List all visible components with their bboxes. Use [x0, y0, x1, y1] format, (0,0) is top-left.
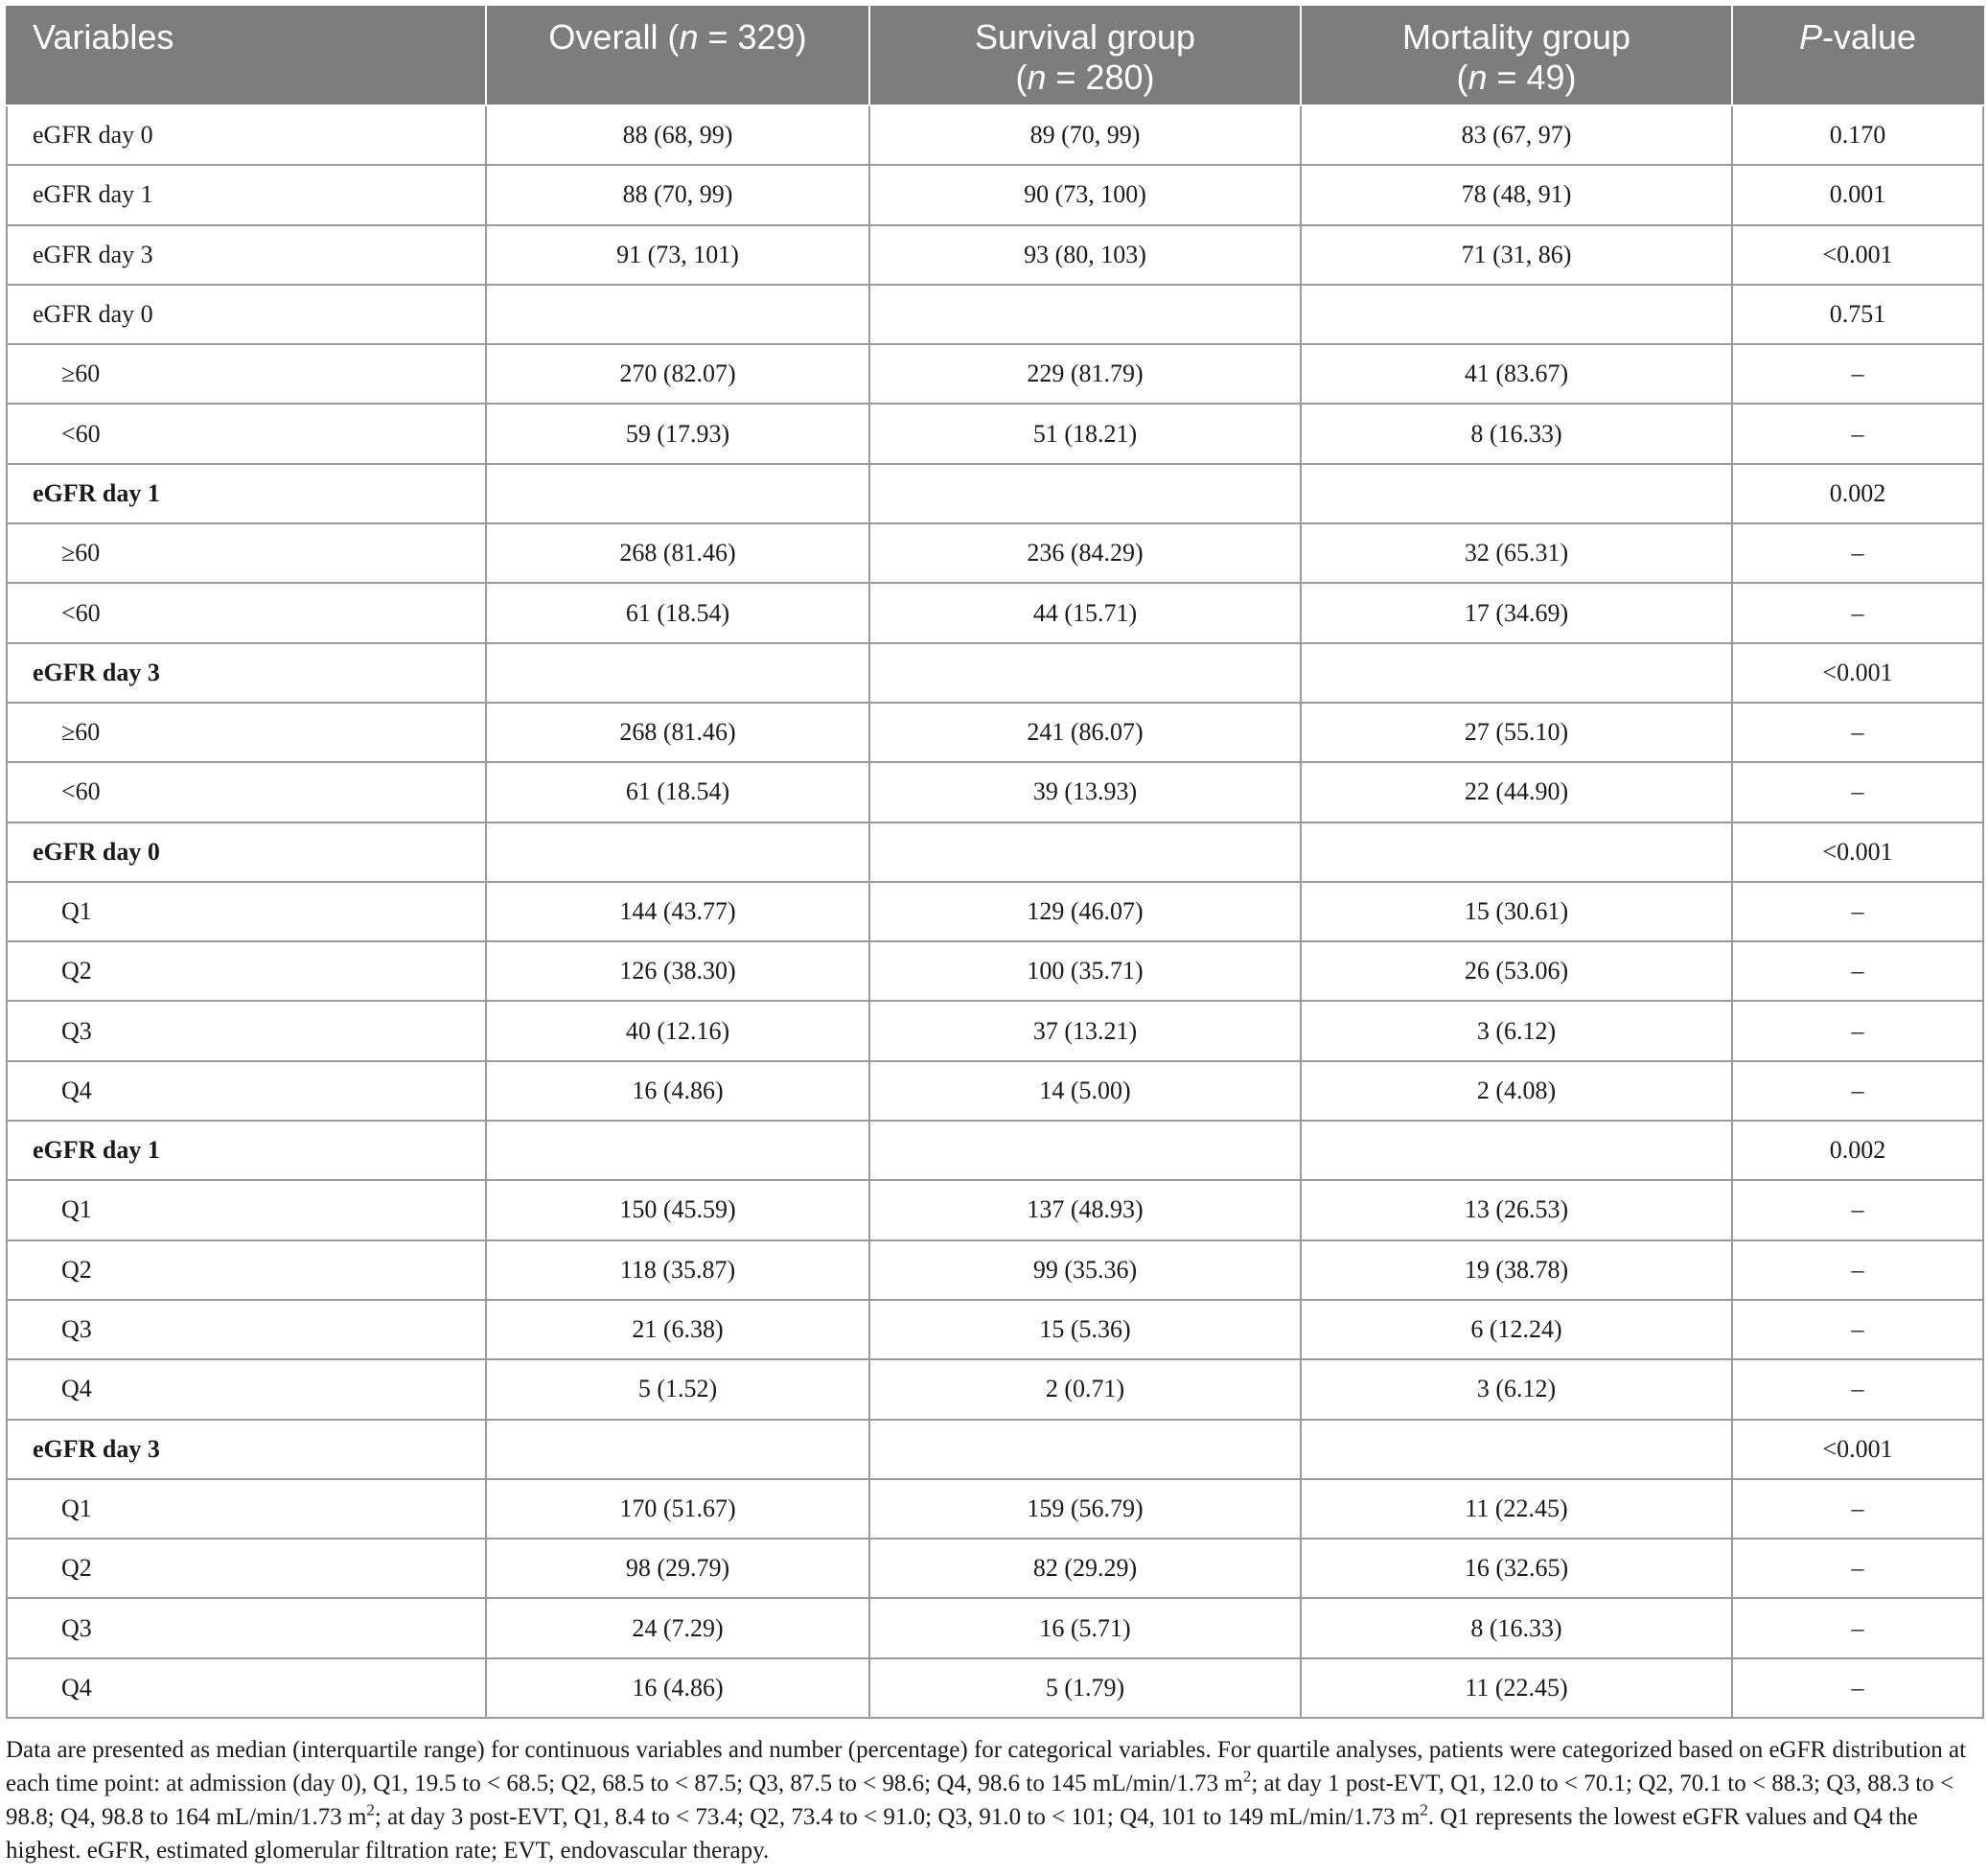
table-row [7, 1539, 1983, 1598]
row-label: eGFR day 0 [7, 285, 486, 344]
cell-survival: 37 (13.21) [869, 1001, 1301, 1060]
cell-mortality: 17 (34.69) [1301, 583, 1732, 642]
cell-p-value: 0.002 [1732, 464, 1983, 523]
row-label: Q4 [7, 1359, 486, 1419]
cell-overall [486, 643, 869, 703]
cell-survival: 93 (80, 103) [869, 225, 1301, 285]
header-mortality-suffix: = 49) [1487, 58, 1577, 97]
table-row [7, 941, 1983, 1001]
cell-mortality [1301, 464, 1732, 523]
cell-overall [486, 464, 869, 523]
table-row [7, 882, 1983, 941]
header-survival-prefix: ( [1015, 58, 1028, 97]
cell-p-value: – [1732, 404, 1983, 463]
cell-overall: 91 (73, 101) [486, 225, 869, 285]
egfr-table [6, 6, 1984, 1719]
table-row [7, 285, 1983, 344]
cell-p-value: – [1732, 1300, 1983, 1359]
cell-overall: 16 (4.86) [486, 1658, 869, 1718]
cell-p-value: – [1732, 703, 1983, 762]
footnote-superscript-3: 2 [1420, 1800, 1428, 1819]
row-label: Q4 [7, 1061, 486, 1121]
cell-mortality: 3 (6.12) [1301, 1359, 1732, 1419]
table-footnote [6, 1733, 1982, 1867]
row-label: Q2 [7, 1240, 486, 1300]
table-row [7, 165, 1983, 224]
cell-overall: 24 (7.29) [486, 1598, 869, 1657]
cell-overall: 16 (4.86) [486, 1061, 869, 1121]
header-variables-text: Variables [33, 17, 174, 57]
cell-p-value: <0.001 [1732, 822, 1983, 882]
cell-mortality: 15 (30.61) [1301, 882, 1732, 941]
cell-overall [486, 822, 869, 882]
cell-p-value: – [1732, 941, 1983, 1001]
cell-overall: 150 (45.59) [486, 1180, 869, 1239]
table-row [7, 1359, 1983, 1419]
cell-overall: 268 (81.46) [486, 523, 869, 583]
cell-survival: 2 (0.71) [869, 1359, 1301, 1419]
footnote-superscript-1: 2 [1242, 1767, 1252, 1786]
cell-mortality: 11 (22.45) [1301, 1658, 1732, 1718]
cell-mortality: 41 (83.67) [1301, 344, 1732, 404]
cell-survival: 236 (84.29) [869, 523, 1301, 583]
table-row [7, 1061, 1983, 1121]
header-row [7, 7, 1983, 105]
table-row [7, 822, 1983, 882]
table-row [7, 1121, 1983, 1180]
cell-mortality: 8 (16.33) [1301, 1598, 1732, 1657]
cell-overall: 144 (43.77) [486, 882, 869, 941]
cell-overall: 61 (18.54) [486, 762, 869, 822]
row-label: Q1 [7, 1180, 486, 1239]
cell-p-value: – [1732, 1180, 1983, 1239]
cell-mortality: 22 (44.90) [1301, 762, 1732, 822]
cell-mortality [1301, 1121, 1732, 1180]
header-mortality-prefix: ( [1456, 58, 1468, 97]
cell-survival: 229 (81.79) [869, 344, 1301, 404]
cell-overall: 98 (29.79) [486, 1539, 869, 1598]
table-row [7, 404, 1983, 463]
cell-p-value: – [1732, 1479, 1983, 1539]
cell-p-value: <0.001 [1732, 1420, 1983, 1479]
table-container [6, 6, 1982, 1719]
cell-survival: 5 (1.79) [869, 1658, 1301, 1718]
cell-overall: 61 (18.54) [486, 583, 869, 642]
header-overall [486, 7, 869, 105]
cell-survival: 241 (86.07) [869, 703, 1301, 762]
cell-mortality: 16 (32.65) [1301, 1539, 1732, 1598]
cell-mortality: 2 (4.08) [1301, 1061, 1732, 1121]
cell-overall: 40 (12.16) [486, 1001, 869, 1060]
row-label: ≥60 [7, 523, 486, 583]
cell-p-value: – [1732, 1061, 1983, 1121]
cell-survival: 100 (35.71) [869, 941, 1301, 1001]
row-label: Q4 [7, 1658, 486, 1718]
cell-survival: 44 (15.71) [869, 583, 1301, 642]
cell-overall: 270 (82.07) [486, 344, 869, 404]
header-pvalue-p: P [1798, 17, 1822, 57]
cell-p-value: 0.001 [1732, 165, 1983, 224]
cell-p-value: 0.751 [1732, 285, 1983, 344]
cell-mortality: 8 (16.33) [1301, 404, 1732, 463]
row-label: Q1 [7, 1479, 486, 1539]
cell-survival [869, 285, 1301, 344]
header-overall-suffix: = 329) [698, 17, 807, 57]
footnote-part-2: ; at day 1 post-EVT, Q1, 12.0 to < 70.1; Q2, 70.1 to < 88.3; Q3, 88.3 to < 98.8; Q4, 98.8 to 164 mL/min/1.73 m [6, 1771, 1954, 1830]
row-label: Q1 [7, 882, 486, 941]
cell-overall [486, 285, 869, 344]
footnote-superscript-2: 2 [366, 1800, 375, 1819]
cell-mortality: 83 (67, 97) [1301, 105, 1732, 165]
cell-p-value: <0.001 [1732, 643, 1983, 703]
footnote-part-3: ; at day 3 post-EVT, Q1, 8.4 to < 73.4; Q2, 73.4 to < 91.0; Q3, 91.0 to < 101; Q4, 101 to 149 mL/min/1.73 m [374, 1804, 1421, 1830]
row-label: eGFR day 1 [7, 464, 486, 523]
cell-p-value: – [1732, 344, 1983, 404]
table-row [7, 1598, 1983, 1657]
table-row [7, 1300, 1983, 1359]
cell-p-value: – [1732, 1658, 1983, 1718]
cell-mortality [1301, 1420, 1732, 1479]
cell-survival [869, 464, 1301, 523]
row-label: eGFR day 0 [7, 822, 486, 882]
row-label: eGFR day 0 [7, 105, 486, 165]
cell-p-value: <0.001 [1732, 225, 1983, 285]
header-pvalue-suffix: -value [1821, 17, 1917, 57]
header-pvalue [1732, 7, 1983, 105]
cell-survival: 129 (46.07) [869, 882, 1301, 941]
cell-overall [486, 1420, 869, 1479]
table-row [7, 1180, 1983, 1239]
cell-survival: 159 (56.79) [869, 1479, 1301, 1539]
table-row [7, 643, 1983, 703]
row-label: eGFR day 1 [7, 1121, 486, 1180]
table-row [7, 464, 1983, 523]
header-overall-prefix: Overall ( [548, 17, 680, 57]
table-row [7, 1001, 1983, 1060]
cell-survival: 90 (73, 100) [869, 165, 1301, 224]
row-label: <60 [7, 404, 486, 463]
cell-survival: 14 (5.00) [869, 1061, 1301, 1121]
cell-p-value: 0.002 [1732, 1121, 1983, 1180]
cell-p-value: – [1732, 1539, 1983, 1598]
row-label: Q2 [7, 941, 486, 1001]
cell-overall: 126 (38.30) [486, 941, 869, 1001]
cell-mortality [1301, 285, 1732, 344]
row-label: eGFR day 3 [7, 225, 486, 285]
row-label: eGFR day 3 [7, 1420, 486, 1479]
cell-survival: 137 (48.93) [869, 1180, 1301, 1239]
row-label: <60 [7, 583, 486, 642]
table-row [7, 1420, 1983, 1479]
cell-p-value: – [1732, 1359, 1983, 1419]
cell-mortality: 32 (65.31) [1301, 523, 1732, 583]
row-label: Q3 [7, 1598, 486, 1657]
cell-p-value: – [1732, 762, 1983, 822]
table-row [7, 1240, 1983, 1300]
header-mortality-n: n [1468, 58, 1488, 97]
row-label: <60 [7, 762, 486, 822]
header-overall-n: n [679, 17, 699, 57]
cell-survival: 15 (5.36) [869, 1300, 1301, 1359]
cell-p-value: – [1732, 1240, 1983, 1300]
cell-mortality: 78 (48, 91) [1301, 165, 1732, 224]
header-survival-n: n [1027, 58, 1047, 97]
header-survival-title: Survival group [974, 17, 1196, 57]
cell-overall: 5 (1.52) [486, 1359, 869, 1419]
cell-survival: 16 (5.71) [869, 1598, 1301, 1657]
table-row [7, 703, 1983, 762]
row-label: eGFR day 3 [7, 643, 486, 703]
cell-p-value: – [1732, 1001, 1983, 1060]
cell-overall: 21 (6.38) [486, 1300, 869, 1359]
cell-overall: 88 (70, 99) [486, 165, 869, 224]
cell-mortality: 3 (6.12) [1301, 1001, 1732, 1060]
table-row [7, 344, 1983, 404]
cell-overall: 118 (35.87) [486, 1240, 869, 1300]
header-survival [869, 7, 1301, 105]
cell-overall: 268 (81.46) [486, 703, 869, 762]
footnote-part-4: . Q1 represents the lowest eGFR values and Q4 the highest. eGFR, estimated glomerular filtration rate; EVT, endovascular therapy. [6, 1804, 1918, 1864]
cell-overall: 88 (68, 99) [486, 105, 869, 165]
cell-survival [869, 1121, 1301, 1180]
cell-mortality: 27 (55.10) [1301, 703, 1732, 762]
table-row [7, 1479, 1983, 1539]
cell-overall: 59 (17.93) [486, 404, 869, 463]
cell-mortality [1301, 822, 1732, 882]
cell-survival: 51 (18.21) [869, 404, 1301, 463]
cell-mortality: 26 (53.06) [1301, 941, 1732, 1001]
header-mortality-title: Mortality group [1401, 17, 1631, 57]
cell-mortality: 13 (26.53) [1301, 1180, 1732, 1239]
row-label: eGFR day 1 [7, 165, 486, 224]
table-row [7, 583, 1983, 642]
header-mortality [1301, 7, 1732, 105]
row-label: Q3 [7, 1300, 486, 1359]
cell-p-value: – [1732, 1598, 1983, 1657]
cell-mortality [1301, 643, 1732, 703]
cell-mortality: 71 (31, 86) [1301, 225, 1732, 285]
cell-survival: 99 (35.36) [869, 1240, 1301, 1300]
table-row [7, 105, 1983, 165]
header-variables [7, 7, 486, 105]
table-row [7, 523, 1983, 583]
cell-p-value: – [1732, 583, 1983, 642]
cell-overall: 170 (51.67) [486, 1479, 869, 1539]
cell-mortality: 19 (38.78) [1301, 1240, 1732, 1300]
table-row [7, 762, 1983, 822]
cell-mortality: 6 (12.24) [1301, 1300, 1732, 1359]
table-body [7, 105, 1983, 1718]
cell-survival: 39 (13.93) [869, 762, 1301, 822]
table-header [7, 7, 1983, 105]
cell-survival [869, 1420, 1301, 1479]
cell-survival: 82 (29.29) [869, 1539, 1301, 1598]
cell-p-value: – [1732, 523, 1983, 583]
cell-survival: 89 (70, 99) [869, 105, 1301, 165]
row-label: Q3 [7, 1001, 486, 1060]
cell-survival [869, 822, 1301, 882]
cell-overall [486, 1121, 869, 1180]
row-label: ≥60 [7, 703, 486, 762]
cell-p-value: 0.170 [1732, 105, 1983, 165]
table-row [7, 225, 1983, 285]
table-row [7, 1658, 1983, 1718]
row-label: ≥60 [7, 344, 486, 404]
header-survival-suffix: = 280) [1046, 58, 1155, 97]
cell-p-value: – [1732, 882, 1983, 941]
footnote-part-1: Data are presented as median (interquartile range) for continuous variables and number (percentage) for categorical variables. For quartile analyses, patients were categorized based on eGFR distribution at each time point: at admission (day 0), Q1, 19.5 to < 68.5; Q2, 68.5 to < 87.5; Q3, 87.5 to < 98.6; Q4, 98.6 to 145 mL/min/1.73 m [6, 1737, 1967, 1796]
cell-mortality: 11 (22.45) [1301, 1479, 1732, 1539]
cell-survival [869, 643, 1301, 703]
row-label: Q2 [7, 1539, 486, 1598]
